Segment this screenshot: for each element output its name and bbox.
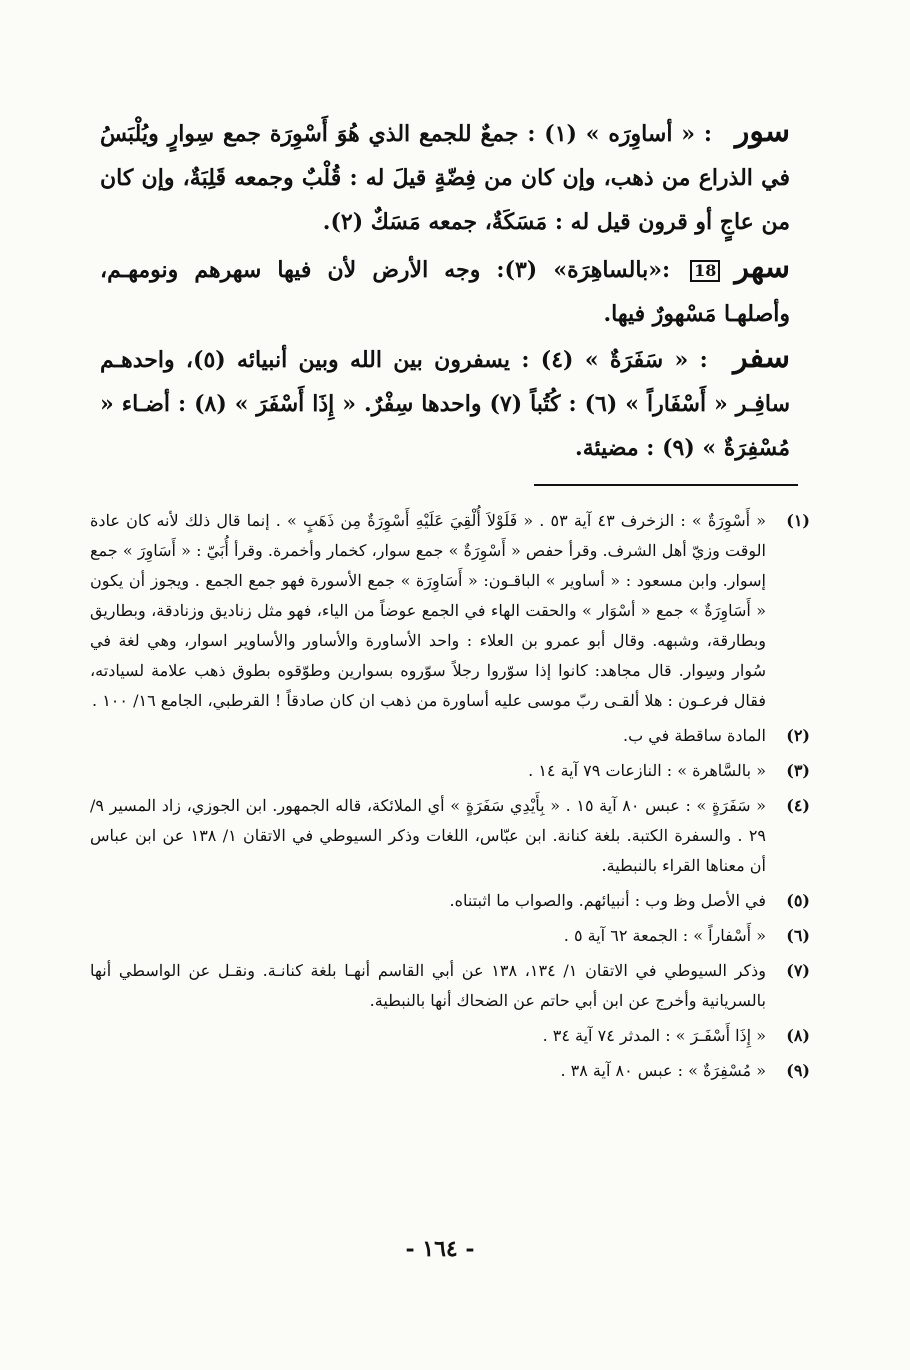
entry-text: : « أساوِرَه » (١) : جمعٌ للجمع الذي هُوَ أَسْوِرَة جمع سِوارٍ ويُلْبَسُ في الذراع من ذهب، وإن كان من فِضّةٍ قيلَ له : قُلْبٌ وجمعه قَلِبَةٌ، وإن كان من عاجٍ أو قرون قيل له : مَسَكَةٌ، جمعه مَسَكٌ (٢). <box>100 121 790 235</box>
footnote-number: (٧) <box>786 961 810 980</box>
footnote-text: « أَسْوِرَةٌ » : الزخرف ٤٣ آية ٥٣ . « فَلَوْلاَ أُلْقِيَ عَلَيْهِ أَسْوِرَةٌ مِن ذَهَبٍ » . إنما قال ذلك لأنه كان عادة الوقت وزيّ أهل الشرف. وقرأ حفص « أَسْوِرَةٌ » جمع سوار، كخمار وأخمرة. وقرأ أُبَيّ : « أَسَاوِرَ » جمع إسوار. وابن مسعود : « أساوير » الباقـون: « أَسَاوِرَة » جمع الأسورة فهو جمع الجمع . ويجوز أن يكون « أَسَاوِرَةٌ » جمع « أسْوَار » والحقت الهاء في الجمع عوضاً من الياء، فهو مثل زناديق وزنادقة، وبطاريق وبطارقة، وشبهه. وقال أبو عمرو بن العلاء : واحد الأساورة والأساور والأساوير اسوار، وهي لغة في سُوار وسِوار. قال مجاهد: كانوا إذا سوّروا رجلاً سوّروه بسوارين وطوّقوه بطوق ذهب علامة لسيادته، فقال فرعـون : هلا ألقـى ربّ موسى عليه أساورة من ذهب ان كان صادقاً ! القرطبي، الجامع ١٦/ ١٠٠ . <box>90 511 767 710</box>
entry-root: سهر <box>734 250 790 285</box>
footnote-number: (٦) <box>786 926 810 945</box>
footnote-number: (٨) <box>786 1026 810 1045</box>
entry-root: سور <box>734 114 790 149</box>
footnote <box>90 721 810 751</box>
footnote <box>90 886 810 916</box>
entry-text: : « سَفَرَةٌ » (٤) : يسفرون بين الله وبين أنبيائه (٥)، واحدهـم سافِـر « أَسْفَاراً » (٦) : كُتُباً (٧) واحدها سِفْرٌ. « إِذَا أَسْفَرَ » (٨) : أضـاء « مُسْفِرَةٌ » (٩) : مضيئة. <box>100 347 791 461</box>
footnote-text: « بالسَّاهرة » : النازعات ٧٩ آية ١٤ . <box>528 761 766 780</box>
footnote <box>90 506 810 716</box>
dictionary-entry <box>100 110 790 244</box>
footnote <box>90 1021 810 1051</box>
footnote-number: (١) <box>786 511 810 530</box>
footnote-number: (٣) <box>786 761 810 780</box>
footnote-text: « مُسْفِرَةٌ » : عبس ٨٠ آية ٣٨ . <box>560 1061 766 1080</box>
dictionary-entry <box>100 336 790 470</box>
footnote-number: (٥) <box>786 891 810 910</box>
footnote-separator <box>534 484 798 486</box>
footnote-text: « سَفَرَةٍ » : عبس ٨٠ آية ١٥ . « بِأَيْدِي سَفَرَةٍ » أي الملائكة، قاله الجمهور. ابن الجوزي، زاد المسير ٩/ ٢٩ . والسفرة الكتبة. بلغة كنانة. ابن عبّاس، اللغات وذكر السيوطي في الاتقان ١/ ١٣٨ عن ابن عباس أن معناها القراء بالنبطية. <box>90 796 766 875</box>
footnote <box>90 756 810 786</box>
footnote <box>90 1056 810 1086</box>
margin-number-box: 18 <box>690 260 720 282</box>
footnote-text: في الأصل وظ وب : أنبيائهم. والصواب ما اثبتناه. <box>449 891 766 910</box>
footnote <box>90 956 810 1016</box>
footnote-number: (٢) <box>786 726 810 745</box>
footnote <box>90 791 810 881</box>
footnote-text: وذكر السيوطي في الاتقان ١/ ١٣٤، ١٣٨ عن أبي القاسم أنهـا بلغة كنانـة. ونقـل عن الواسطي أنها بالسريانية وأخرج عن ابن أبي حاتم عن الضحاك أنها بالنبطية. <box>90 961 767 1010</box>
footnote-text: المادة ساقطة في ب. <box>623 726 766 745</box>
page-number: - ١٦٤ - <box>405 1236 475 1262</box>
footnote-number: (٤) <box>786 796 810 815</box>
footnote-text: « أَسْفاراً » : الجمعة ٦٢ آية ٥ . <box>563 926 766 945</box>
entry-root: سفر <box>733 340 790 375</box>
footnote-text: « إِذَا أَسْفَـرَ » : المدثر ٧٤ آية ٣٤ . <box>542 1026 766 1045</box>
dictionary-entry <box>100 246 790 336</box>
footnote-number: (٩) <box>786 1061 810 1080</box>
entry-text: :«بالساهِرَة» (٣): وجه الأرض لأن فيها سهرهم ونومهـم، وأصلهـا مَسْهورٌ فيها. <box>100 257 790 327</box>
footnotes <box>90 506 810 1091</box>
footnote <box>90 921 810 951</box>
